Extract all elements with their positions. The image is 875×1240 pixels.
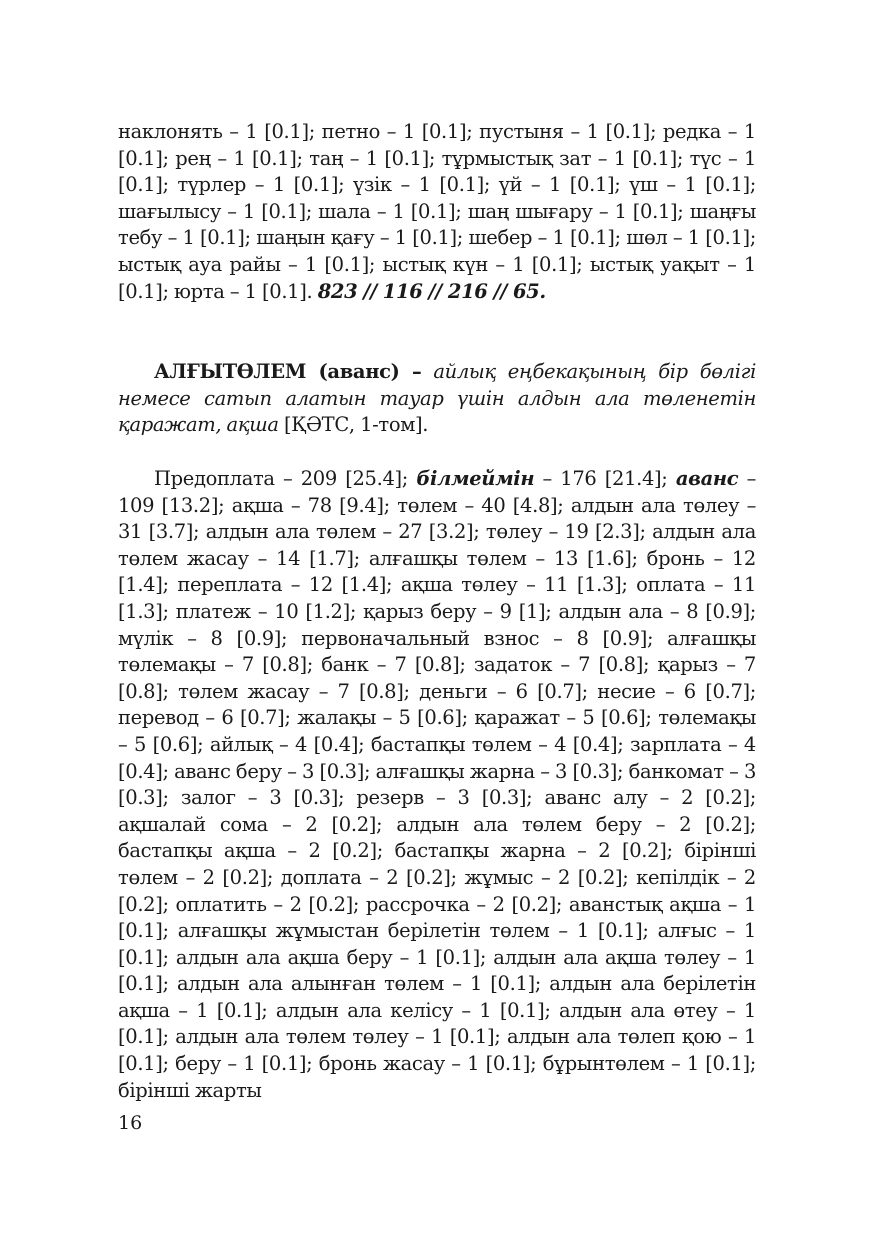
page-number: 16 [118, 1112, 143, 1134]
dictionary-entry [118, 359, 756, 439]
continued-response-list [118, 119, 756, 305]
response-totals: 823 // 116 // 216 // 65. [317, 279, 546, 303]
response-text-2: – 176 [21.4]; [542, 467, 668, 490]
response-highlight-bilmeimin: білмеймін [416, 467, 535, 490]
response-highlight-avans: аванс [675, 467, 739, 490]
entry-definition: айлық еңбекақының бір бөлігі немесе сатып алатын тауар үшін алдын ала төленетін қаражат, ақша [118, 360, 756, 437]
entry-source: [ҚӘТС, 1-том]. [284, 413, 429, 437]
entry-headword: АЛҒЫТӨЛЕМ (аванс) – [154, 360, 422, 383]
response-list [118, 466, 756, 1104]
response-text-3: – 109 [13.2]; ақша – 78 [9.4]; төлем – 40 [4.8]; алдын ала төлеу – 31 [3.7]; алдын ала төлем – 27 [3.2]; төлеу – 19 [2.3]; алдын ала төлем жасау – 14 [1.7]; алғашқы төлем – 13 [1.6]; бронь – 12 [1.4]; переплата – 12 [1.4]; ақша төлеу – 11 [1.3]; оплата – 11 [1.3]; платеж – 10 [1.2]; қарыз беру – 9 [1]; алдын ала – 8 [0.9]; мүлік – 8 [0.9]; первоначальный взнос – 8 [0.9]; алғашқы төлемақы – 7 [0.8]; банк – 7 [0.8]; задаток – 7 [0.8]; қарыз – 7 [0.8]; төлем жасау – 7 [0.8]; деньги – 6 [0.7]; несие – 6 [0.7]; перевод – 6 [0.7]; жалақы – 5 [0.6]; қаражат – 5 [0.6]; төлемақы – 5 [0.6]; айлық – 4 [0.4]; бастапқы төлем – 4 [0.4]; зарплата – 4 [0.4]; аванс беру – 3 [0.3]; алғашқы жарна – 3 [0.3]; банкомат – 3 [0.3]; залог – 3 [0.3]; резерв – 3 [0.3]; аванс алу – 2 [0.2]; ақшалай сома – 2 [0.2]; алдын ала төлем беру – 2 [0.2]; бастапқы ақша – 2 [0.2]; бастапқы жарна – 2 [0.2]; бірінші төлем – 2 [0.2]; доплата – 2 [0.2]; жұмыс – 2 [0.2]; кепілдік – 2 [0.2]; оплатить – 2 [0.2]; рассрочка – 2 [0.2]; аванстық ақша – 1 [0.1]; алғашқы жұмыстан берілетін төлем – 1 [0.1]; алғыс – 1 [0.1]; алдын ала ақша беру – 1 [0.1]; алдын ала ақша төлеу – 1 [0.1]; алдын ала алынған төлем – 1 [0.1]; алдын ала берілетін ақша – 1 [0.1]; алдын ала келісу – 1 [0.1]; алдын ала өтеу – 1 [0.1]; алдын ала төлем төлеу – 1 [0.1]; алдын ала төлеп қою – 1 [0.1]; беру – 1 [0.1]; бронь жасау – 1 [0.1]; бұрынтөлем – 1 [0.1]; бірінші жарты [118, 467, 756, 1102]
response-list-text: наклонять – 1 [0.1]; петно – 1 [0.1]; пустыня – 1 [0.1]; редка – 1 [0.1]; рең – 1 [0.1]; таң – 1 [0.1]; тұрмыстық зат – 1 [0.1]; түс – 1 [0.1]; түрлер – 1 [0.1]; үзік – 1 [0.1]; үй – 1 [0.1]; үш – 1 [0.1]; шағылысу – 1 [0.1]; шала – 1 [0.1]; шаң шығару – 1 [0.1]; шаңғы тебу – 1 [0.1]; шаңын қағу – 1 [0.1]; шебер – 1 [0.1]; шөл – 1 [0.1]; ыстық ауа райы – 1 [0.1]; ыстық күн – 1 [0.1]; ыстық уақыт – 1 [0.1]; юрта – 1 [0.1]. [118, 120, 756, 303]
response-text-1: Предоплата – 209 [25.4]; [154, 467, 408, 490]
